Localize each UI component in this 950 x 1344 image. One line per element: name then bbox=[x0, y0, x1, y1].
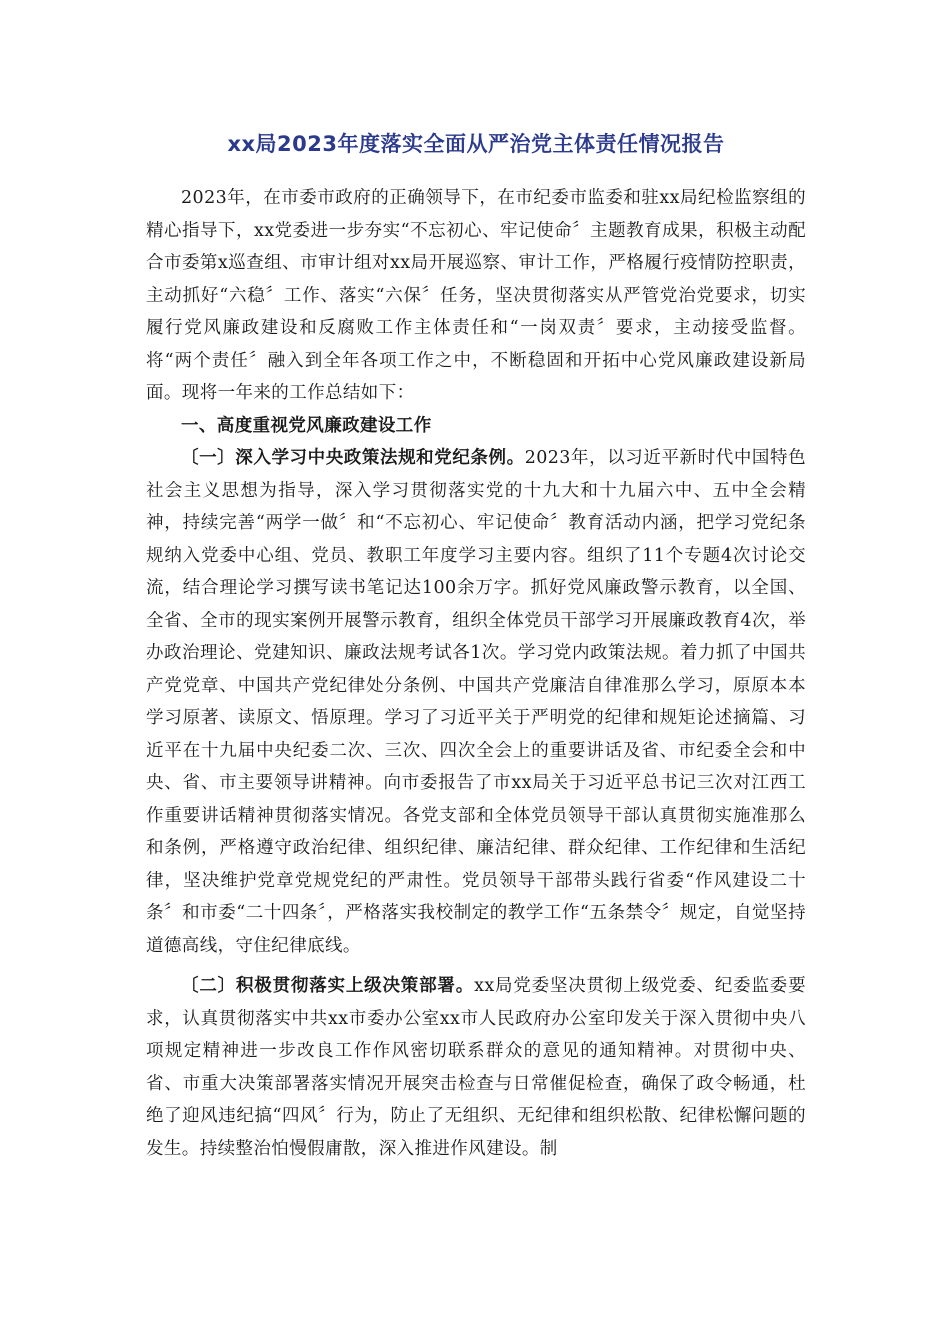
item-text-1: 2023年，以习近平新时代中国特色社会主义思想为指导，深入学习贯彻落实党的十九大和十九届六中、五中全会精神，持续完善“两学一做〞和“不忘初心、牢记使命〞教育活动内涵，把学习党纪条规纳入党委中心组、党员、教职工年度学习主要内容。组织了11个专题4次讨论交流，结合理论学习撰写读书笔记达100余万字。抓好党风廉政警示教育，以全国、全省、全市的现实案例开展警示教育，组织全体党员干部学习开展廉政教育4次，举办政治理论、党建知识、廉政法规考试各1次。学习党内政策法规。着力抓了中国共产党党章、中国共产党纪律处分条例、中国共产党廉洁自律准那么学习，原原本本学习原著、读原文、悟原理。学习了习近平关于严明党的纪律和规矩论述摘篇、习近平在十九届中央纪委二次、三次、四次全会上的重要讲话及省、市纪委全会和中央、省、市主要领导讲精神。向市委报告了市xx局关于习近平总书记三次对江西工作重要讲话精神贯彻落实情况。各党支部和全体党员领导干部认真贯彻实施准那么和条例，严格遵守政治纪律、组织纪律、廉洁纪律、群众纪律、工作纪律和生活纪律，坚决维护党章党规党纪的严肃性。党员领导干部带头践行省委“作风建设二十条〞和市委“二十四条〞，严格落实我校制定的教学工作“五条禁令〞规定，自觉坚持道德高线，守住纪律底线。 bbox=[146, 448, 806, 956]
item-lead-2: 〔二〕积极贯彻落实上级决策部署。 bbox=[181, 976, 475, 996]
document-title: xx局2023年度落实全面从严治党主体责任情况报告 bbox=[227, 132, 725, 156]
section-heading: 一、高度重视党风廉政建设工作 bbox=[181, 415, 432, 436]
document-page bbox=[146, 128, 806, 1165]
intro-paragraph: 2023年，在市委市政府的正确领导下，在市纪委市监委和驻xx局纪检监察组的精心指导下，xx党委进一步夯实“不忘初心、牢记使命〞主题教育成果，积极主动配合市委第x巡查组、市审计组对xx局开展巡察、审计工作，严格履行疫情防控职责，主动抓好“六稳〞工作、落实“六保〞任务，坚决贯彻落实从严管党治党要求，切实履行党风廉政建设和反腐败工作主体责任和“一岗双责〞要求，主动接受监督。将“两个责任〞融入到全年各项工作之中，不断稳固和开拓中心党风廉政建设新局面。现将一年来的工作总结如下： bbox=[146, 188, 806, 403]
item-paragraph-2 bbox=[146, 970, 806, 1165]
item-text-2: xx局党委坚决贯彻上级党委、纪委监委要求，认真贯彻落实中共xx市委办公室xx市人民政府办公室印发关于深入贯彻中央八项规定精神进一步改良工作作风密切联系群众的意见的通知精神。对贯彻中央、省、市重大决策部署落实情况开展突击检查与日常催促检查，确保了政令畅通，杜绝了迎风违纪搞“四风〞行为，防止了无组织、无纪律和组织松散、纪律松懈问题的发生。持续整治怕慢假庸散，深入推进作风建设。制 bbox=[146, 976, 806, 1159]
paragraph-gap bbox=[146, 962, 806, 970]
item-paragraph-1 bbox=[146, 442, 806, 962]
item-lead-1: 〔一〕深入学习中央政策法规和党纪条例。 bbox=[181, 448, 525, 468]
